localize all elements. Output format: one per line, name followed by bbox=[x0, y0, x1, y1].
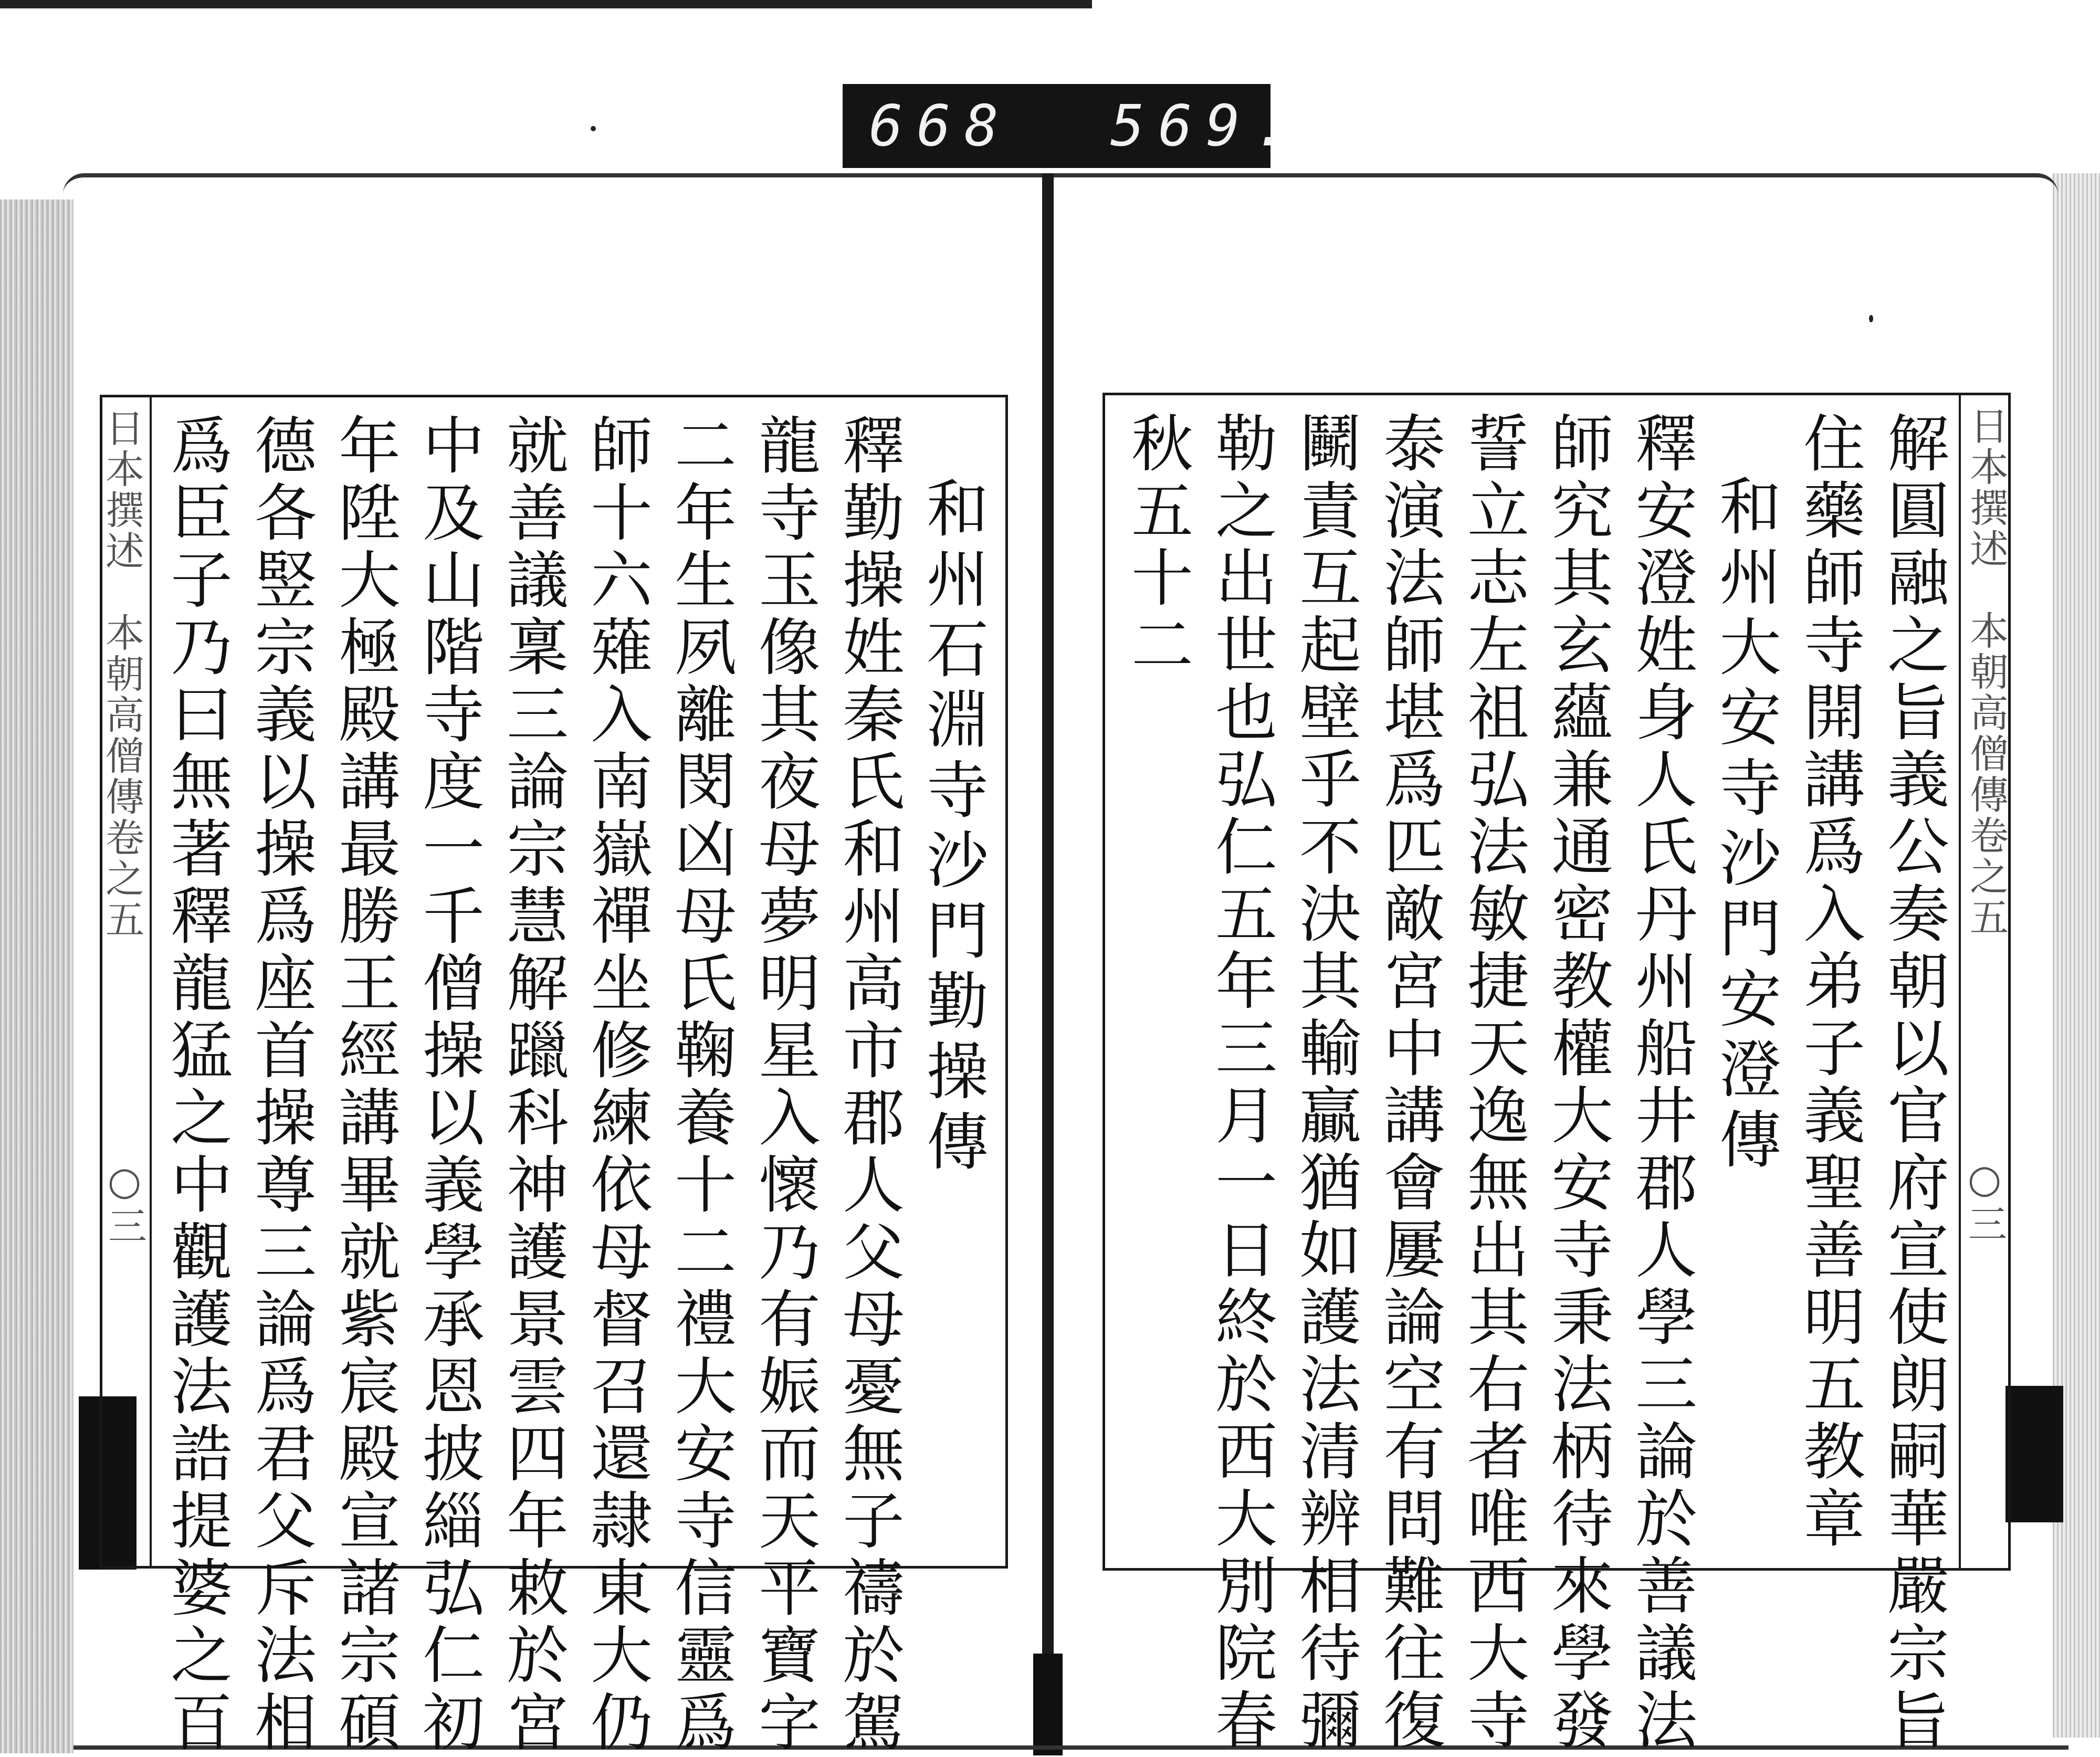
right-page-text-column: 釋安澄姓身人氏丹州船井郡人學三論於善議法 bbox=[1625, 411, 1697, 1755]
frame-number-left: 668 bbox=[869, 93, 1013, 159]
left-page-text-column: 德各竪宗義以操爲座首操尊三論爲君父斥法相 bbox=[244, 413, 317, 1757]
scan-top-rule bbox=[0, 0, 1092, 8]
right-page-biography-title: 和州大安寺沙門安澄傳 bbox=[1709, 474, 1781, 1177]
left-page-text-column: 中及山階寺度一千僧操以義學承恩披緇弘仁初 bbox=[412, 413, 485, 1757]
frame-number-right: 569. bbox=[1110, 93, 1302, 159]
left-page-text-column: 龍寺玉像其夜母夢明星入懷乃有娠而天平寶字 bbox=[748, 413, 821, 1757]
right-page-margin-title: 日本撰述 本朝高僧傳卷之五 bbox=[1964, 406, 2009, 938]
left-page-frame bbox=[99, 395, 1008, 1757]
left-page-text-column: 爲臣子乃曰無著釋龍猛之中觀護法誥提婆之百 bbox=[160, 413, 233, 1757]
book-leaf-top-edge bbox=[63, 173, 2058, 209]
right-page-text-column: 解圓融之旨義公奏朝以官府宣使朗嗣華嚴宗旨 bbox=[1877, 411, 1949, 1755]
right-page-leaf-number: ○三 bbox=[1962, 1156, 2007, 1245]
left-page-leaf-number: ○三 bbox=[102, 1159, 147, 1247]
left-page-text-column: 就善議稟三論宗慧解躐科神護景雲四年敕於宮 bbox=[496, 413, 569, 1757]
gutter-clip bbox=[1033, 1654, 1063, 1755]
ink-speck bbox=[591, 126, 596, 131]
left-page-text-column: 二年生夙離閔凶母氏鞠養十二禮大安寺信靈爲 bbox=[664, 413, 737, 1757]
book-page-edges-left bbox=[0, 199, 74, 1753]
right-page-text-column: 住藥師寺開講爲入弟子義聖善明五教章 bbox=[1793, 411, 1865, 1553]
left-page-text-column: 年陞大極殿講最勝王經講畢就紫宸殿宣諸宗碩 bbox=[328, 413, 401, 1757]
left-page-text-column: 師十六薙入南嶽禪坐修練依母督召還隷東大仍 bbox=[580, 413, 653, 1757]
book-gutter bbox=[1042, 173, 1054, 1755]
right-edge-tab bbox=[2006, 1386, 2063, 1522]
right-page-text-column: 師究其玄蘊兼通密教權大安寺秉法柄待來學發 bbox=[1541, 411, 1613, 1755]
left-page-text-column: 釋勤操姓秦氏和州高市郡人父母憂無子禱於駕 bbox=[832, 413, 905, 1757]
right-page-text-column: 勒之出世也弘仁五年三月一日終於西大別院春 bbox=[1205, 411, 1277, 1755]
right-page-text-column: 誓立志左祖弘法敏捷天逸無出其右者唯西大寺 bbox=[1457, 411, 1529, 1755]
microfilm-frame-label bbox=[843, 84, 1302, 168]
right-page-text-column: 鬭責互起壁乎不決其輸贏猶如護法清辨相待彌 bbox=[1289, 411, 1361, 1755]
right-page-text-column: 秋五十二 bbox=[1121, 411, 1193, 680]
right-page-margin-rule bbox=[1959, 395, 1961, 1568]
right-page-text-column: 泰演法師堪爲匹敵宮中講會屢論空有問難往復 bbox=[1373, 411, 1445, 1755]
left-page-margin-title: 日本撰述 本朝高僧傳卷之五 bbox=[99, 408, 144, 940]
ink-speck bbox=[1869, 315, 1873, 322]
left-page-margin-rule bbox=[150, 397, 152, 1566]
right-page-frame bbox=[1102, 393, 2011, 1755]
left-page-biography-title: 和州石淵寺沙門勤操傳 bbox=[916, 476, 989, 1180]
